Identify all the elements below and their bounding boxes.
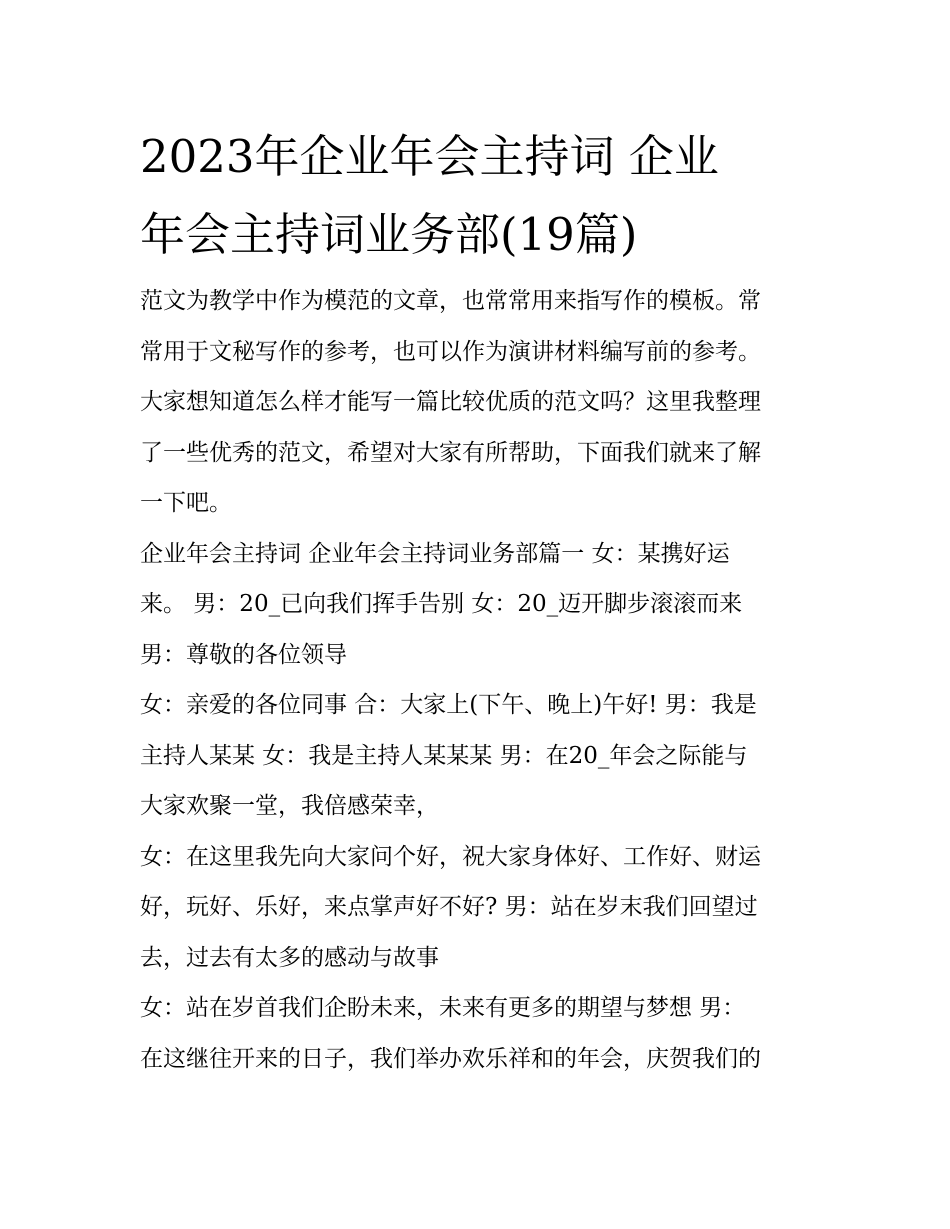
title-line-2: 年会主持词业务部(19篇) <box>140 208 638 261</box>
body-line: 大家欢聚一堂，我倍感荣幸， <box>140 793 439 819</box>
body-line: 女：在这里我先向大家问个好，祝大家身体好、工作好、财运 <box>140 843 761 870</box>
body-line: 男：尊敬的各位领导 <box>140 641 347 668</box>
body-line: 去，过去有太多的感动与故事 <box>140 944 439 971</box>
body-line: 在这继往开来的日子，我们举办欢乐祥和的年会，庆贺我们的 <box>140 1045 761 1072</box>
body-line: 常用于文秘写作的参考，也可以作为演讲材料编写前的参考。 <box>140 338 761 365</box>
body-line: 好，玩好、乐好，来点掌声好不好? 男：站在岁末我们回望过 <box>140 894 758 920</box>
body-line: 范文为教学中作为模范的文章，也常常用来指写作的模板。常 <box>140 288 761 314</box>
body-line: 企业年会主持词 企业年会主持词业务部篇一 女：某携好运 <box>140 540 730 567</box>
body-line: 一下吧。 <box>140 490 232 516</box>
body-line: 主持人某某 女：我是主持人某某某 男：在20_年会之际能与 <box>140 742 748 769</box>
body-line: 女：亲爱的各位同事 合：大家上(下午、晚上)午好! 男：我是 <box>140 692 757 718</box>
page-title <box>140 118 820 274</box>
body-line: 来。 男：20_已向我们挥手告别 女：20_迈开脚步滚滚而来 <box>140 591 743 617</box>
body-line: 女：站在岁首我们企盼未来，未来有更多的期望与梦想 男： <box>140 995 746 1021</box>
body-line: 了一些优秀的范文，希望对大家有所帮助，下面我们就来了解 <box>140 439 761 466</box>
body-line: 大家想知道怎么样才能写一篇比较优质的范文吗？这里我整理 <box>140 389 761 415</box>
body-text <box>140 276 820 1084</box>
title-line-1: 2023年企业年会主持词 企业 <box>140 130 719 183</box>
